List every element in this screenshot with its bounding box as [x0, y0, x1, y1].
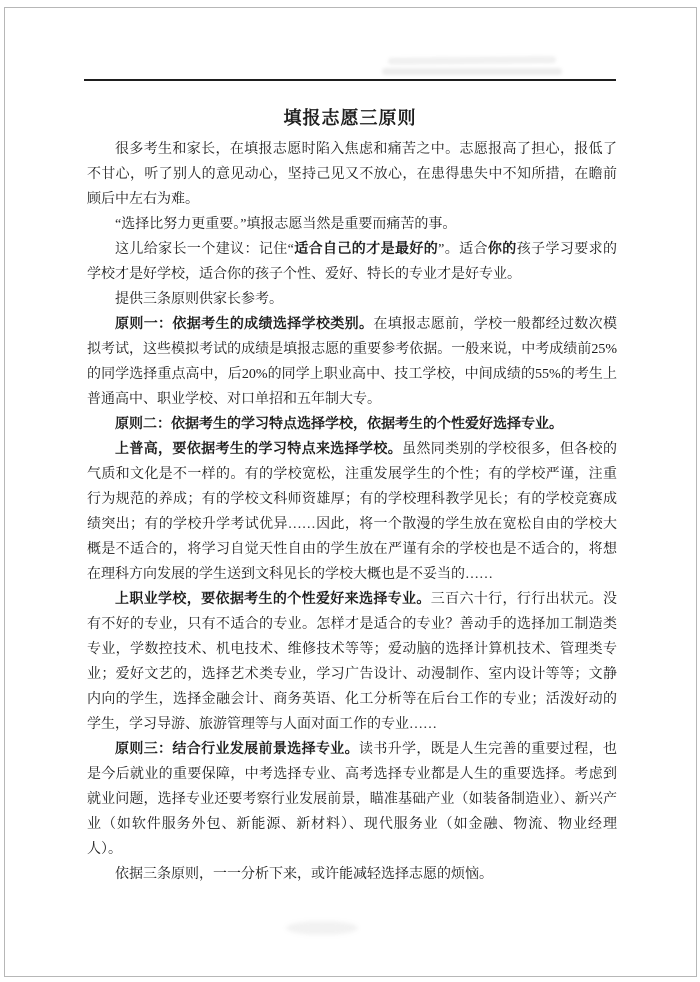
text-run: 上普高，要依据考生的学习特点来选择学校。 [115, 442, 403, 457]
paragraph [87, 312, 617, 412]
text-run: 适合自己的才是最好的 [293, 242, 439, 257]
paragraph [87, 737, 617, 862]
text-run: 读书升学，既是人生完善的重要过程，也是今后就业的重要保障，中考选择专业、高考选择专业都是人生的重要选择。考虑到就业问题，选择专业还要考察行业发展前景，瞄准基础产业（如装备制造业）、新兴产业（如软件服务外包、新能源、新材料）、现代服务业（如金融、物流、物业经理人）。 [87, 742, 617, 857]
scan-smudge-top [388, 56, 556, 65]
text-run: 在填报志愿前，学校一般都经过数次模拟考试，这些模拟考试的成绩是填报志愿的重要参考依据。一般来说，中考成绩前25%的同学选择重点高中，后20%的同学上职业高中、技工学校，中间成绩的55%的考生上普通高中、职业学校、对口单招和五年制大专。 [87, 317, 618, 407]
paragraph [87, 212, 617, 237]
text-run: 孩子学习要求的学校才是好学校，适合你的孩子个性、爱好、特长的专业才是好专业。 [87, 242, 618, 282]
text-run: “选择比努力更重要。”填报志愿当然是重要而痛苦的事。 [115, 217, 457, 232]
text-run: 上职业学校，要依据考生的个性爱好来选择专业。 [115, 592, 431, 607]
text-run: 三百六十行，行行出状元。没有不好的专业，只有不适合的专业。怎样才是适合的专业？善动手的选择加工制造类专业，学数控技术、机电技术、维修技术等等；爱动脑的选择计算机技术、管理类专业；爱好文艺的，选择艺术类专业，学习广告设计、动漫制作、室内设计等等；文静内向的学生，选择金融会计、商务英语、化工分析等在后台工作的专业；活泼好动的学生，学习导游、旅游管理等与人面对面工作的专业…… [87, 592, 618, 732]
paragraph [87, 437, 617, 587]
paragraph [87, 287, 617, 312]
document-title: 填报志愿三原则 [283, 108, 417, 128]
text-run: 原则二：依据考生的学习特点选择学校，依据考生的个性爱好选择专业。 [115, 417, 563, 432]
paragraph [87, 237, 617, 287]
paragraph [87, 412, 617, 437]
text-run: 很多考生和家长，在填报志愿时陷入焦虑和痛苦之中。志愿报高了担心，报低了不甘心，听了别人的意见动心，坚持己见又不放心，在患得患失中不知所措，在瞻前顾后中左右为难。 [87, 142, 617, 207]
paragraph [87, 137, 617, 212]
text-run: 原则一：依据考生的成绩选择学校类别。 [115, 317, 374, 332]
paragraph [87, 587, 617, 737]
text-run: 你的 [487, 242, 517, 257]
paragraph [87, 862, 617, 887]
scan-smudge-top [382, 68, 562, 75]
text-run: ”。适合 [438, 242, 488, 257]
text-run: 虽然同类别的学校很多，但各校的气质和文化是不一样的。有的学校宽松，注重发展学生的个性；有的学校严谨，注重行为规范的养成；有的学校文科师资雄厚；有的学校理科教学见长；有的学校竞赛成绩突出；有的学校升学考试优异……因此，将一个散漫的学生放在宽松自由的学校大概是不适合的，将学习自觉天性自由的学生放在严谨有余的学校也是不适合的，将想在理科方向发展的学生送到文科见长的学校大概也是不妥当的…… [87, 442, 618, 582]
header-divider-line [84, 79, 616, 81]
document-body [87, 137, 617, 887]
text-run: 这儿给家长一个建议：记住“ [115, 242, 294, 257]
text-run: 原则三：结合行业发展前景选择专业。 [115, 742, 359, 757]
text-run: 提供三条原则供家长参考。 [115, 292, 283, 307]
scan-smudge-bottom [286, 921, 358, 935]
text-run: 依据三条原则，一一分析下来，或许能减轻选择志愿的烦恼。 [115, 867, 493, 882]
